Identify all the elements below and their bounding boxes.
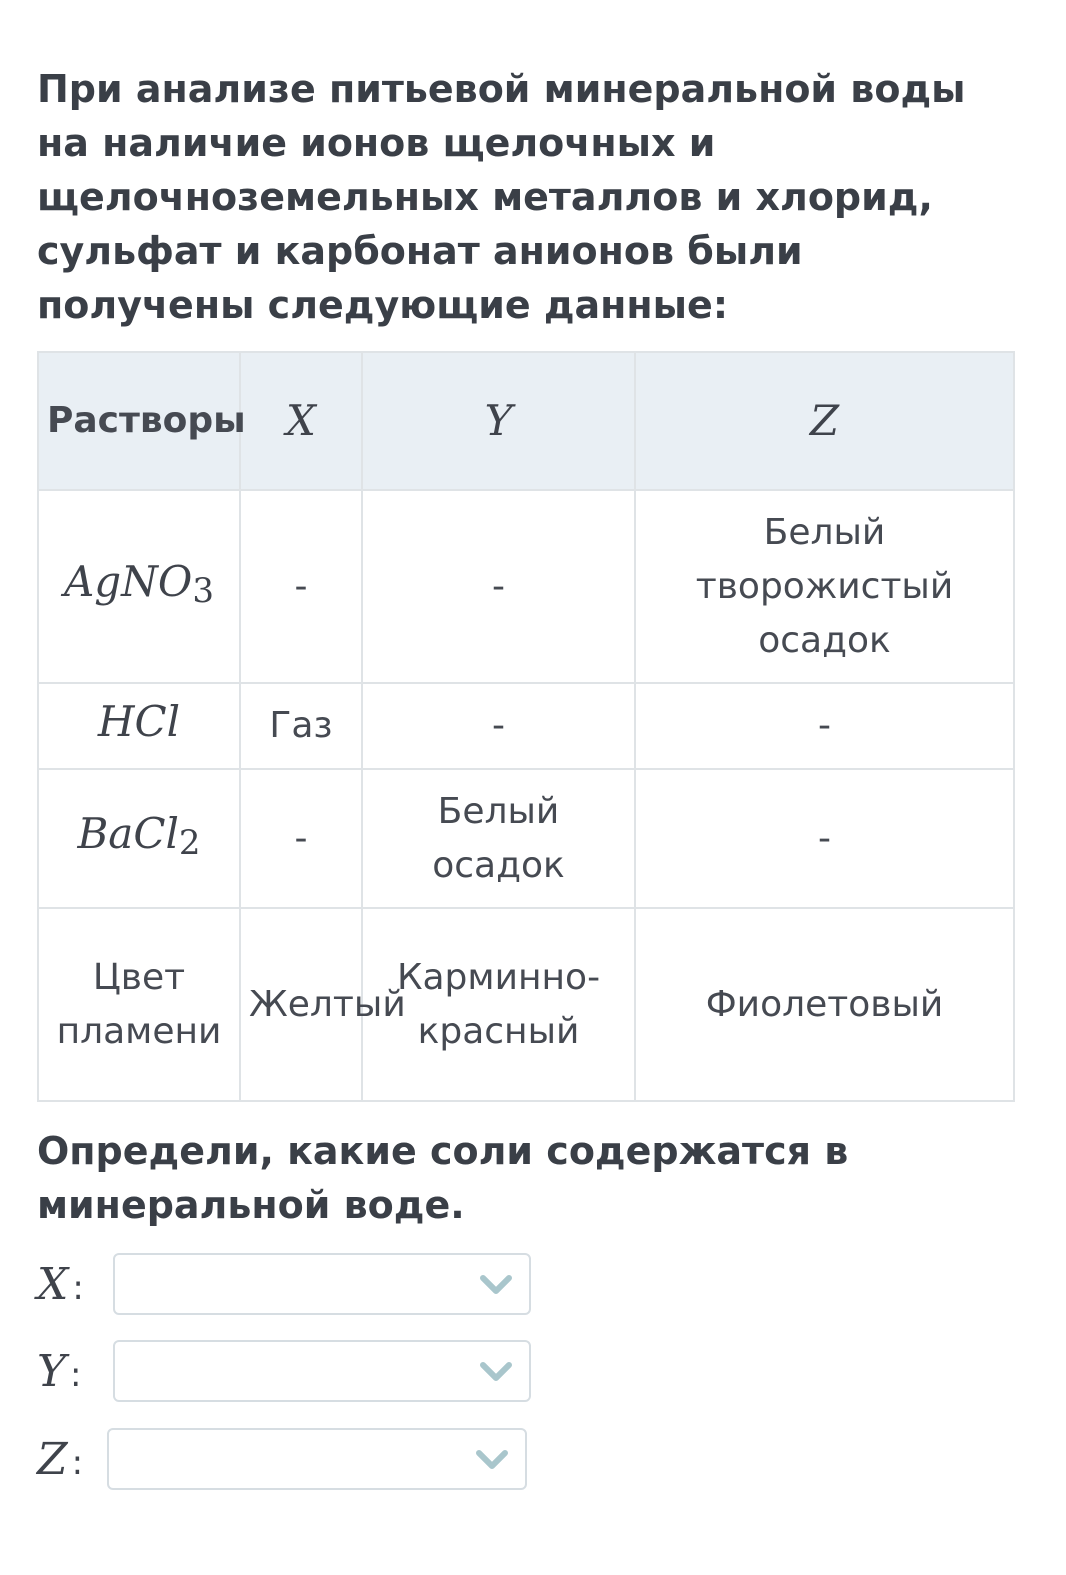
table-row [38, 490, 1014, 683]
reagent-bacl2: BaCl$_2$ [38, 769, 240, 908]
cell-x: Желтый [240, 908, 362, 1101]
cell-y: - [362, 683, 635, 769]
header-solutions: Растворы [38, 352, 240, 490]
prompt-text: Определи, какие соли содержатся в минеральной воде. [37, 1129, 849, 1227]
answer-label-y: Y : [37, 1345, 82, 1397]
answer-label-z: Z : [37, 1433, 84, 1485]
results-table [37, 351, 1015, 1102]
cell-x: - [240, 490, 362, 683]
cell-x: Газ [240, 683, 362, 769]
table-row [38, 908, 1014, 1101]
header-x: X [240, 352, 362, 490]
chevron-down-icon [479, 1273, 513, 1297]
cell-z: Фиолетовый [635, 908, 1014, 1101]
answer-label-x: X : [37, 1258, 84, 1310]
header-z: Z [635, 352, 1014, 490]
select-x[interactable] [113, 1253, 531, 1315]
answer-row-x [37, 1251, 531, 1317]
table-row [38, 683, 1014, 769]
header-y: Y [362, 352, 635, 490]
reagent-agno3: AgNO$_3$ [38, 490, 240, 683]
cell-y: Белый осадок [362, 769, 635, 908]
reagent-flame-color: Цвет пламени [38, 908, 240, 1101]
cell-y: - [362, 490, 635, 683]
answer-row-z [37, 1426, 527, 1492]
reagent-hcl: HCl [38, 683, 240, 769]
select-y[interactable] [113, 1340, 531, 1402]
cell-z: - [635, 683, 1014, 769]
answer-row-y [37, 1338, 531, 1404]
cell-z: - [635, 769, 1014, 908]
question-text: При анализе питьевой минеральной воды на наличие ионов щелочных и щелочноземельных металлов и хлорид, сульфат и карбонат анионов были получены следующие данные: [37, 67, 966, 327]
chevron-down-icon [475, 1448, 509, 1472]
cell-y: Карминно-красный [362, 908, 635, 1101]
cell-x: - [240, 769, 362, 908]
select-z[interactable] [107, 1428, 527, 1490]
table-row [38, 769, 1014, 908]
chevron-down-icon [479, 1360, 513, 1384]
cell-z: Белый творожистый осадок [635, 490, 1014, 683]
table-header-row [38, 352, 1014, 490]
